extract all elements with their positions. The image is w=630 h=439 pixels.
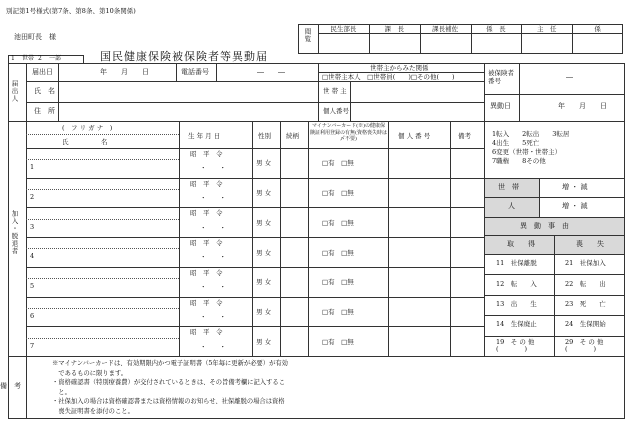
- approval-column-4: 主 任: [536, 25, 557, 33]
- remarks-line: 喪失証明書を添付のこと。: [52, 407, 134, 415]
- relationship-input[interactable]: [282, 180, 306, 206]
- lose-reason-4[interactable]: 29 そ の 他 ( ): [565, 337, 604, 354]
- insured-number-label: 被保険者番号: [488, 69, 514, 86]
- remarks-line: と。: [52, 388, 71, 396]
- approval-stamp-cell[interactable]: [422, 35, 469, 52]
- gender-choice[interactable]: 男 女: [256, 248, 272, 257]
- approval-stamp-cell[interactable]: [320, 35, 367, 52]
- relationship-input[interactable]: [282, 239, 306, 265]
- mynumber-checkbox[interactable]: □有 □無: [322, 159, 354, 168]
- reason-legend-line: 6変更（世帯・世帯主）: [492, 148, 562, 156]
- insured-number-value[interactable]: ―: [566, 73, 573, 81]
- row-number: 3: [30, 222, 35, 231]
- era-choice[interactable]: 昭 平 令: [190, 328, 223, 337]
- table-row: [26, 267, 484, 268]
- gender-choice[interactable]: 男 女: [256, 308, 272, 317]
- tab-1: 1: [11, 55, 15, 62]
- mynumber-checkbox[interactable]: □有 □無: [322, 308, 354, 317]
- page-title: 国民健康保険被保険者等異動届: [100, 50, 268, 63]
- lose-reason-3[interactable]: 24 生保開始: [565, 320, 606, 329]
- address-label: 住 所: [34, 107, 55, 115]
- mynumber-checkbox[interactable]: □有 □無: [322, 218, 354, 227]
- remarks-input[interactable]: [452, 269, 482, 295]
- reason-row-divider: [484, 336, 625, 337]
- era-choice[interactable]: 昭 平 令: [190, 150, 223, 158]
- members-side-label: 加入・脱退者: [10, 210, 19, 255]
- approval-column-3: 係 長: [486, 25, 506, 33]
- remarks-line: ※マイナンバーカードは、有効期限内かつ電子証明書（5年毎に更新が必要）が有効: [52, 360, 288, 367]
- era-choice[interactable]: 昭 平 令: [190, 268, 223, 277]
- era-choice[interactable]: 昭 平 令: [190, 239, 223, 248]
- birthdate-input[interactable]: ・ ・: [200, 164, 226, 173]
- birthdate-input[interactable]: ・ ・: [200, 312, 226, 321]
- change-date-value[interactable]: 年 月 日: [558, 102, 607, 110]
- gender-choice[interactable]: 男 女: [256, 278, 272, 287]
- row-number: 5: [30, 282, 35, 291]
- name-input[interactable]: [40, 239, 176, 265]
- approval-column-5: 係: [594, 25, 601, 33]
- individual-number-label: 個人番号: [323, 107, 349, 115]
- table-row: [26, 207, 484, 208]
- name-header: 氏 名: [62, 138, 108, 146]
- row-number: 1: [30, 163, 35, 172]
- gender-choice[interactable]: 男 女: [256, 159, 272, 168]
- reporter-section-label: 届出人: [10, 80, 19, 103]
- mynumber-checkbox[interactable]: □有 □無: [322, 248, 354, 257]
- remarks-input[interactable]: [452, 299, 482, 325]
- individual-number-input[interactable]: [390, 299, 448, 325]
- table-row: [26, 178, 484, 179]
- remarks-line: ・社保加入の場合は資格確認書または資格情報のお知らせ、社保離脱の場合は資格: [52, 398, 285, 405]
- lose-header: 喪 失: [576, 240, 604, 248]
- remarks-input[interactable]: [452, 180, 482, 206]
- householder-label: 世 帯 主: [323, 87, 347, 95]
- persons-value[interactable]: 増 ・ 減: [562, 202, 588, 210]
- mynumber-checkbox[interactable]: □有 □無: [322, 189, 354, 198]
- reason-title: 異 動 事 由: [520, 222, 569, 230]
- tab-partial: 一部: [49, 55, 62, 62]
- name-input[interactable]: [40, 209, 176, 235]
- mynumber-header: マイナンバーカード(※)の健康保険証利用登録の有無(資格喪失時は〆不要): [310, 123, 387, 142]
- era-choice[interactable]: 昭 平 令: [190, 179, 223, 188]
- acquire-reason-4[interactable]: 19 そ の 他 ( ): [496, 337, 535, 354]
- change-date-label: 異動日: [490, 102, 511, 110]
- individual-number-input[interactable]: [390, 209, 448, 235]
- remarks-input[interactable]: [452, 239, 482, 265]
- birthdate-input[interactable]: ・ ・: [200, 253, 226, 262]
- gender-choice[interactable]: 男 女: [256, 337, 272, 346]
- reason-legend-line: 1転入 2転出 3転居: [492, 130, 570, 138]
- acquire-reason-2[interactable]: 13 出 生: [496, 300, 537, 308]
- relationship-input[interactable]: [282, 269, 306, 295]
- persons-label: 人: [508, 202, 515, 210]
- individual-number-input[interactable]: [390, 269, 448, 295]
- name-input[interactable]: [40, 180, 176, 206]
- addressee: 池田町長 様: [14, 33, 56, 41]
- row-number: 6: [30, 311, 35, 320]
- gender-header: 性別: [258, 132, 271, 140]
- individual-number-input[interactable]: [390, 239, 448, 265]
- individual-number-header: 個 人 番 号: [398, 132, 431, 140]
- era-choice[interactable]: 昭 平 令: [190, 209, 223, 218]
- approval-label: 閲覧: [303, 28, 312, 43]
- gender-choice[interactable]: 男 女: [256, 218, 272, 227]
- table-row: [26, 297, 484, 298]
- phone-label: 電話番号: [181, 68, 209, 76]
- era-choice[interactable]: 昭 平 令: [190, 298, 223, 307]
- birthdate-input[interactable]: ・ ・: [200, 223, 226, 232]
- approval-column-2: 課長補佐: [432, 25, 459, 33]
- row-number: 7: [30, 341, 35, 350]
- birthdate-input[interactable]: ・ ・: [200, 283, 226, 292]
- relation-options[interactable]: □世帯主本人 □世帯員( )□その他( ): [322, 73, 455, 81]
- remarks-input[interactable]: [452, 328, 482, 354]
- approval-stamp-cell[interactable]: [473, 35, 520, 52]
- reason-legend-line: 4出生 5死亡: [492, 139, 540, 147]
- name-input[interactable]: [40, 328, 176, 354]
- lose-reason-0[interactable]: 21 社保加入: [565, 259, 606, 268]
- row-number: 2: [30, 193, 35, 202]
- birthdate-header: 生 年 月 日: [188, 132, 221, 140]
- individual-number-input[interactable]: [390, 328, 448, 354]
- name-input[interactable]: [40, 299, 176, 325]
- household-value[interactable]: 増 ・ 減: [562, 183, 588, 191]
- individual-number-input[interactable]: [390, 180, 448, 206]
- birthdate-input[interactable]: ・ ・: [200, 342, 226, 351]
- lose-reason-1[interactable]: 22 転 出: [565, 279, 606, 288]
- approval-stamp-cell[interactable]: [523, 35, 570, 52]
- approval-stamp-cell[interactable]: [371, 35, 418, 52]
- remarks-label: 備 考: [0, 382, 21, 390]
- mynumber-checkbox[interactable]: □有 □無: [322, 278, 354, 287]
- remarks-input[interactable]: [452, 150, 482, 176]
- acquire-reason-3[interactable]: 14 生保廃止: [496, 320, 537, 329]
- date-value[interactable]: 年 月 日: [100, 68, 149, 76]
- table-row: [26, 237, 484, 238]
- acquire-reason-1[interactable]: 12 転 入: [496, 279, 537, 288]
- tab-2: 2: [38, 55, 42, 62]
- remarks-header: 備考: [458, 132, 471, 140]
- remarks-line: であるものに限ります。: [52, 369, 128, 377]
- relationship-input[interactable]: [282, 150, 306, 176]
- name-label: 氏 名: [34, 87, 55, 95]
- birthdate-input[interactable]: ・ ・: [200, 193, 226, 202]
- reason-row-divider: [484, 315, 625, 316]
- approval-column-0: 民生部長: [330, 25, 357, 33]
- reason-row-divider: [484, 274, 625, 275]
- approval-stamp-cell[interactable]: [574, 35, 621, 52]
- relationship-input[interactable]: [282, 299, 306, 325]
- acquire-reason-0[interactable]: 11 社保離脱: [496, 259, 537, 268]
- reason-legend-line: 7職権 8その他: [492, 157, 546, 165]
- relation-title: 世帯主からみた関係: [370, 64, 429, 72]
- individual-number-input[interactable]: [390, 150, 448, 176]
- mynumber-checkbox[interactable]: □有 □無: [322, 337, 354, 346]
- form-reference: 別記第1号様式(第7条、第8条、第10条関係): [6, 7, 136, 15]
- relationship-header: 続柄: [286, 132, 299, 140]
- acquire-header: 取 得: [507, 240, 535, 248]
- name-input[interactable]: [40, 269, 176, 295]
- relationship-input[interactable]: [282, 328, 306, 354]
- household-label: 世 帯: [498, 183, 519, 191]
- lose-reason-2[interactable]: 23 死 亡: [565, 300, 606, 308]
- row-number: 4: [30, 252, 35, 261]
- gender-choice[interactable]: 男 女: [256, 189, 272, 198]
- table-row: [26, 326, 484, 327]
- phone-value[interactable]: ― ―: [257, 68, 285, 76]
- reason-row-divider: [484, 295, 625, 296]
- remarks-line: ・資格確認書（特別療養費）が交付されているときは、その旨備考欄に記入するこ: [52, 379, 285, 386]
- tab-household: 世帯: [22, 55, 35, 62]
- remarks-input[interactable]: [452, 209, 482, 235]
- relationship-input[interactable]: [282, 209, 306, 235]
- name-input[interactable]: [40, 150, 176, 176]
- approval-column-1: 課 長: [384, 25, 404, 33]
- furigana-header: ( フ リ ガ ナ ): [62, 124, 113, 132]
- date-label: 届出日: [32, 68, 53, 76]
